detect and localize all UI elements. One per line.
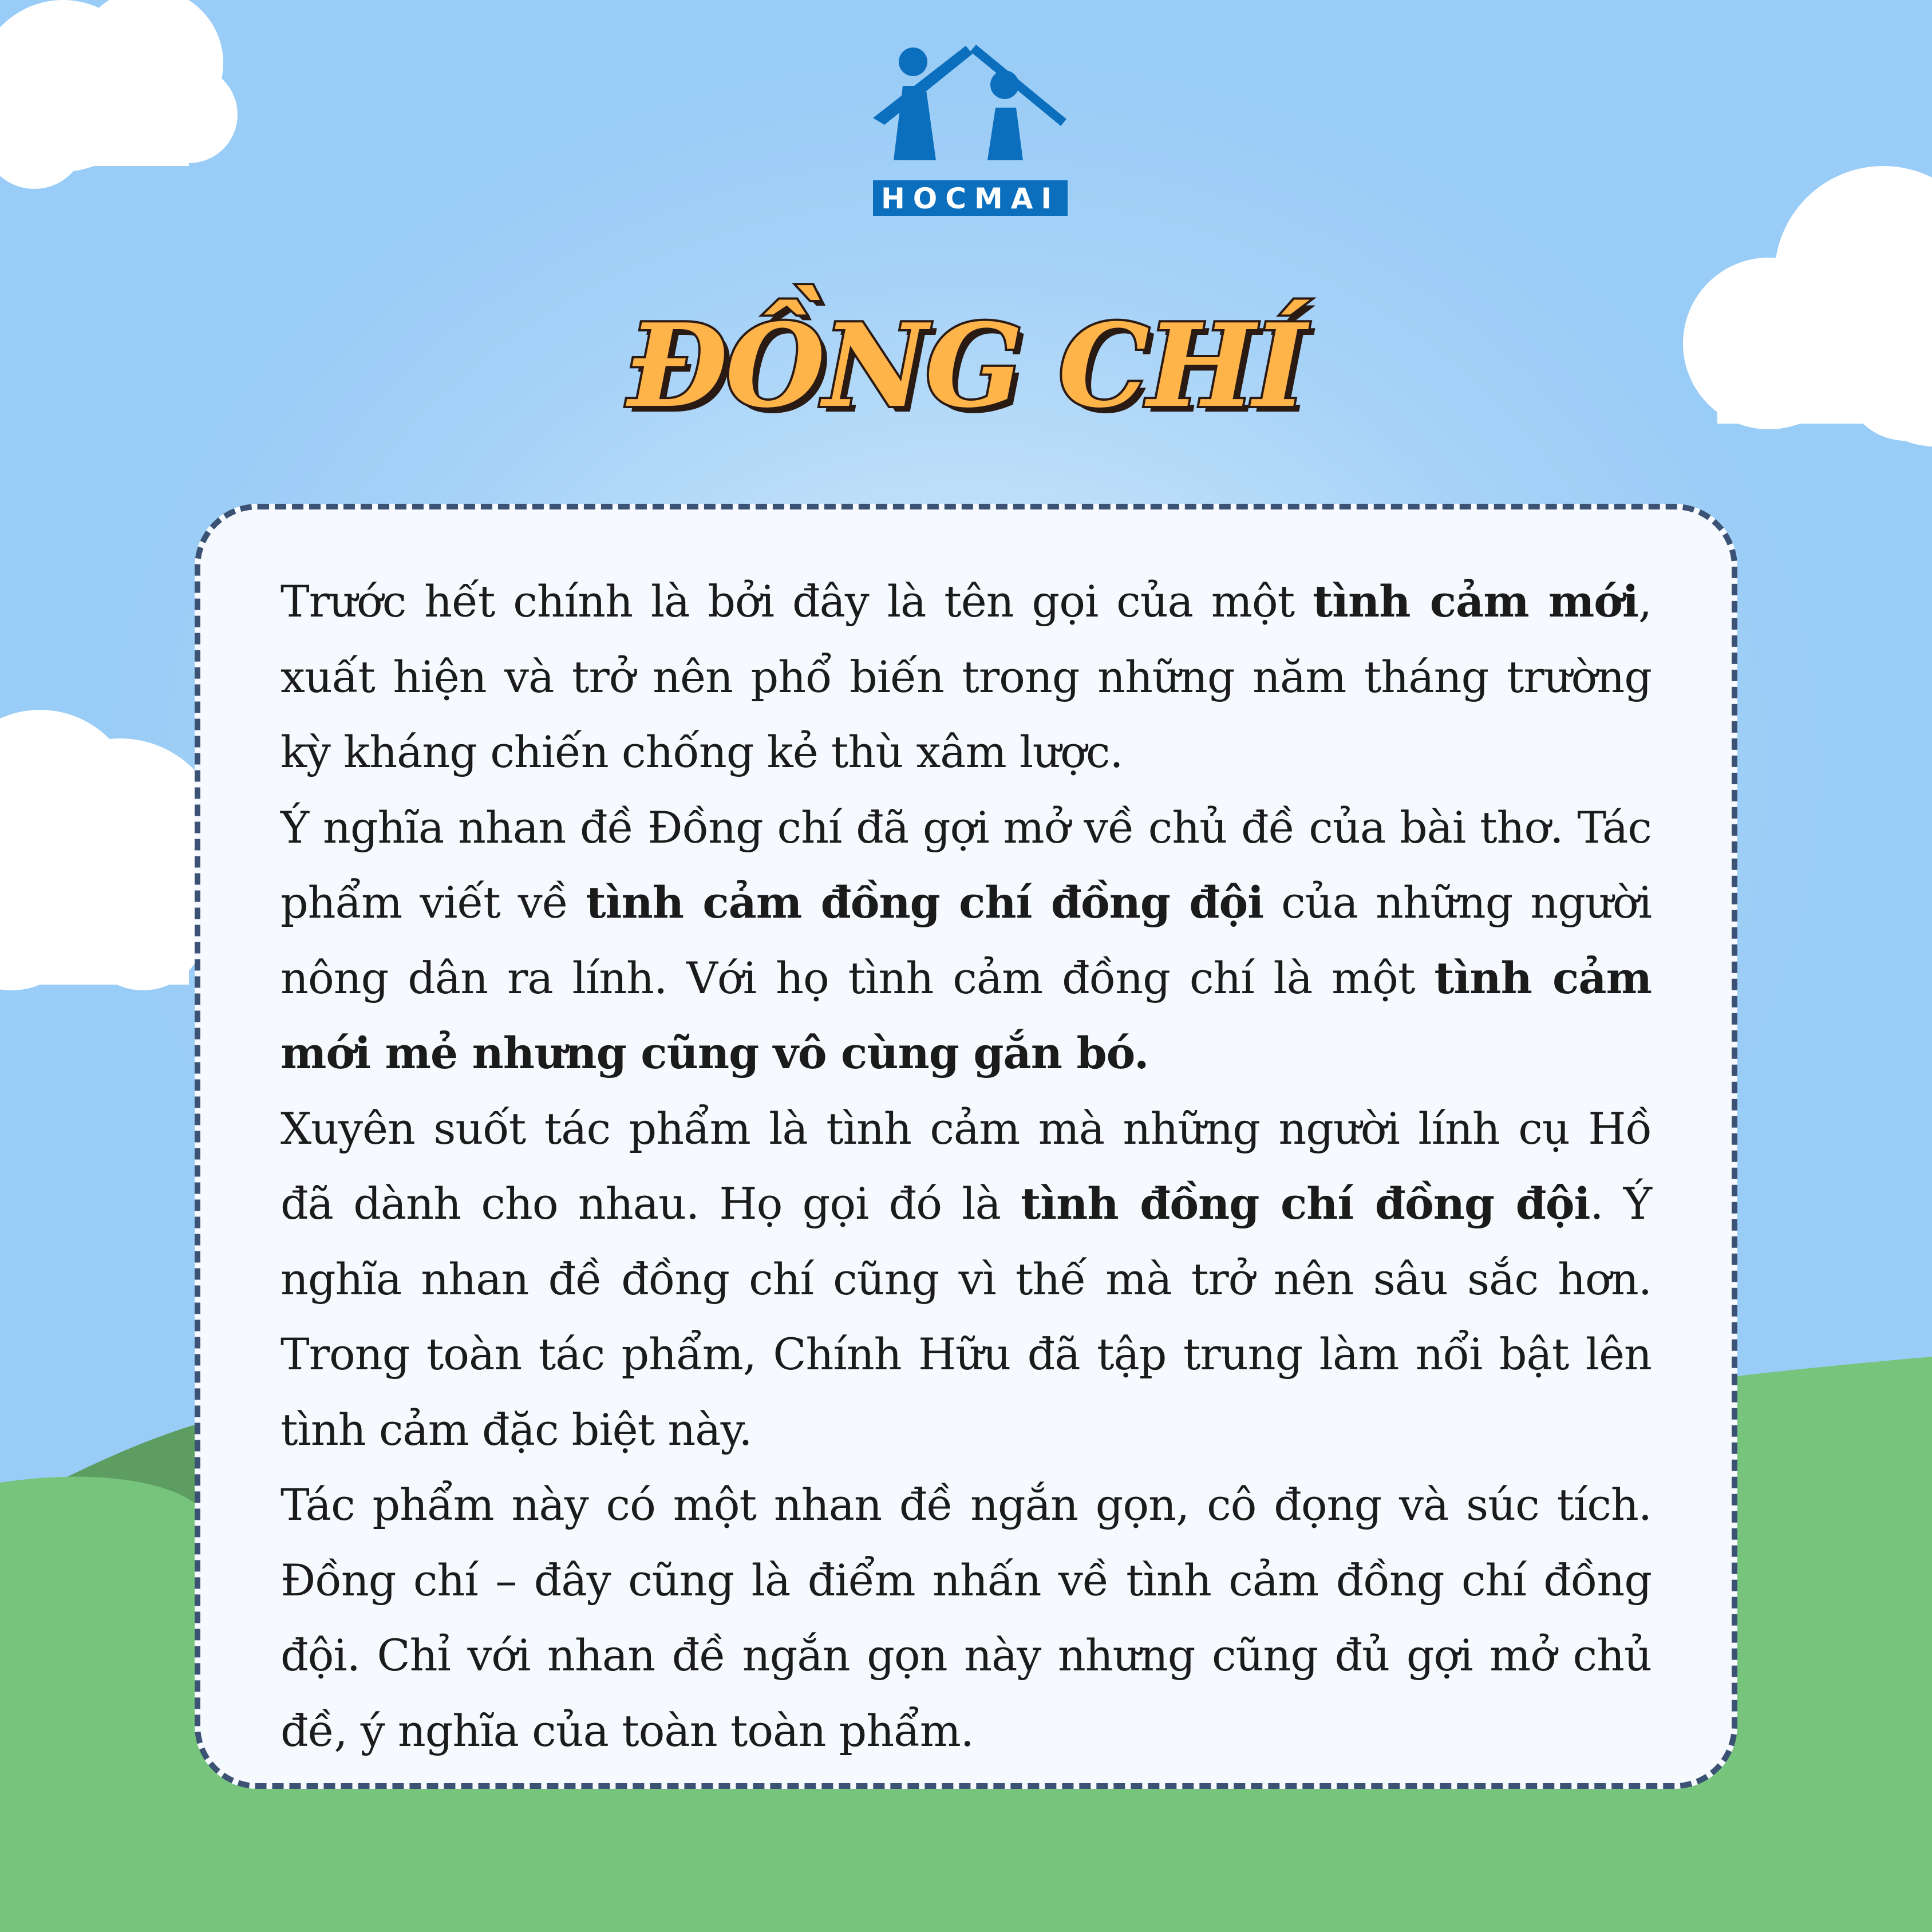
- paragraph-1-text: Trước hết chính là bởi đây là tên gọi của một: [280, 576, 1313, 627]
- paragraph-1-bold: tình cảm mới: [1313, 576, 1638, 627]
- paragraph-2-bold: tình cảm đồng chí đồng đội: [586, 877, 1264, 928]
- paragraph-3-bold: tình đồng chí đồng đội: [1021, 1178, 1590, 1229]
- cloud-left-middle: [0, 710, 223, 990]
- paragraph-1: [280, 564, 1652, 790]
- title-container: [0, 292, 1932, 441]
- paragraph-4: [280, 1467, 1652, 1768]
- hocmai-logo: [873, 34, 1068, 223]
- paragraph-1-text-end: , xuất hiện và trở nên phổ biến trong những năm tháng trường kỳ kháng chiến chống kẻ thù xâm lược.: [280, 576, 1652, 777]
- cloud-top-left: [0, 0, 238, 189]
- paragraph-3: [280, 1091, 1652, 1468]
- paragraph-3-text-end: . Ý nghĩa nhan đề đồng chí cũng vì thế mà trở nên sâu sắc hơn. Trong toàn tác phẩm, Chính Hữu đã tập trung làm nổi bật lên tình cảm đặc biệt này.: [280, 1178, 1652, 1455]
- paragraph-2-bold-end: tình cảm mới mẻ nhưng cũng vô cùng gắn bó.: [280, 952, 1652, 1078]
- two-people-hocmai-logo-icon: [873, 34, 1068, 223]
- card-text: [280, 564, 1652, 1768]
- page-title: ĐỒNG CHÍ: [627, 299, 1305, 433]
- hill-left-patch: [0, 1477, 206, 1660]
- paragraph-2-text-mid: của những người nông dân ra lính. Với họ tình cảm đồng chí là một: [280, 877, 1652, 1003]
- paragraph-2-text: Ý nghĩa nhan đề Đồng chí đã gợi mở về chủ đề của bài thơ. Tác phẩm viết về: [280, 801, 1652, 928]
- paragraph-3-text: Xuyên suốt tác phẩm là tình cảm mà những người lính cụ Hồ đã dành cho nhau. Họ gọi đó là: [280, 1103, 1652, 1229]
- paragraph-4-text: Tác phẩm này có một nhan đề ngắn gọn, cô đọng và súc tích. Đồng chí – đây cũng là điểm nhấn về tình cảm đồng chí đồng đội. Chỉ với nhan đề ngắn gọn này nhưng cũng đủ gợi mở chủ đề, ý nghĩa của toàn toàn phẩm.: [280, 1479, 1652, 1756]
- paragraph-2: [280, 790, 1652, 1091]
- logo-text: HOCMAI: [880, 182, 1060, 215]
- content-card: [195, 504, 1737, 1789]
